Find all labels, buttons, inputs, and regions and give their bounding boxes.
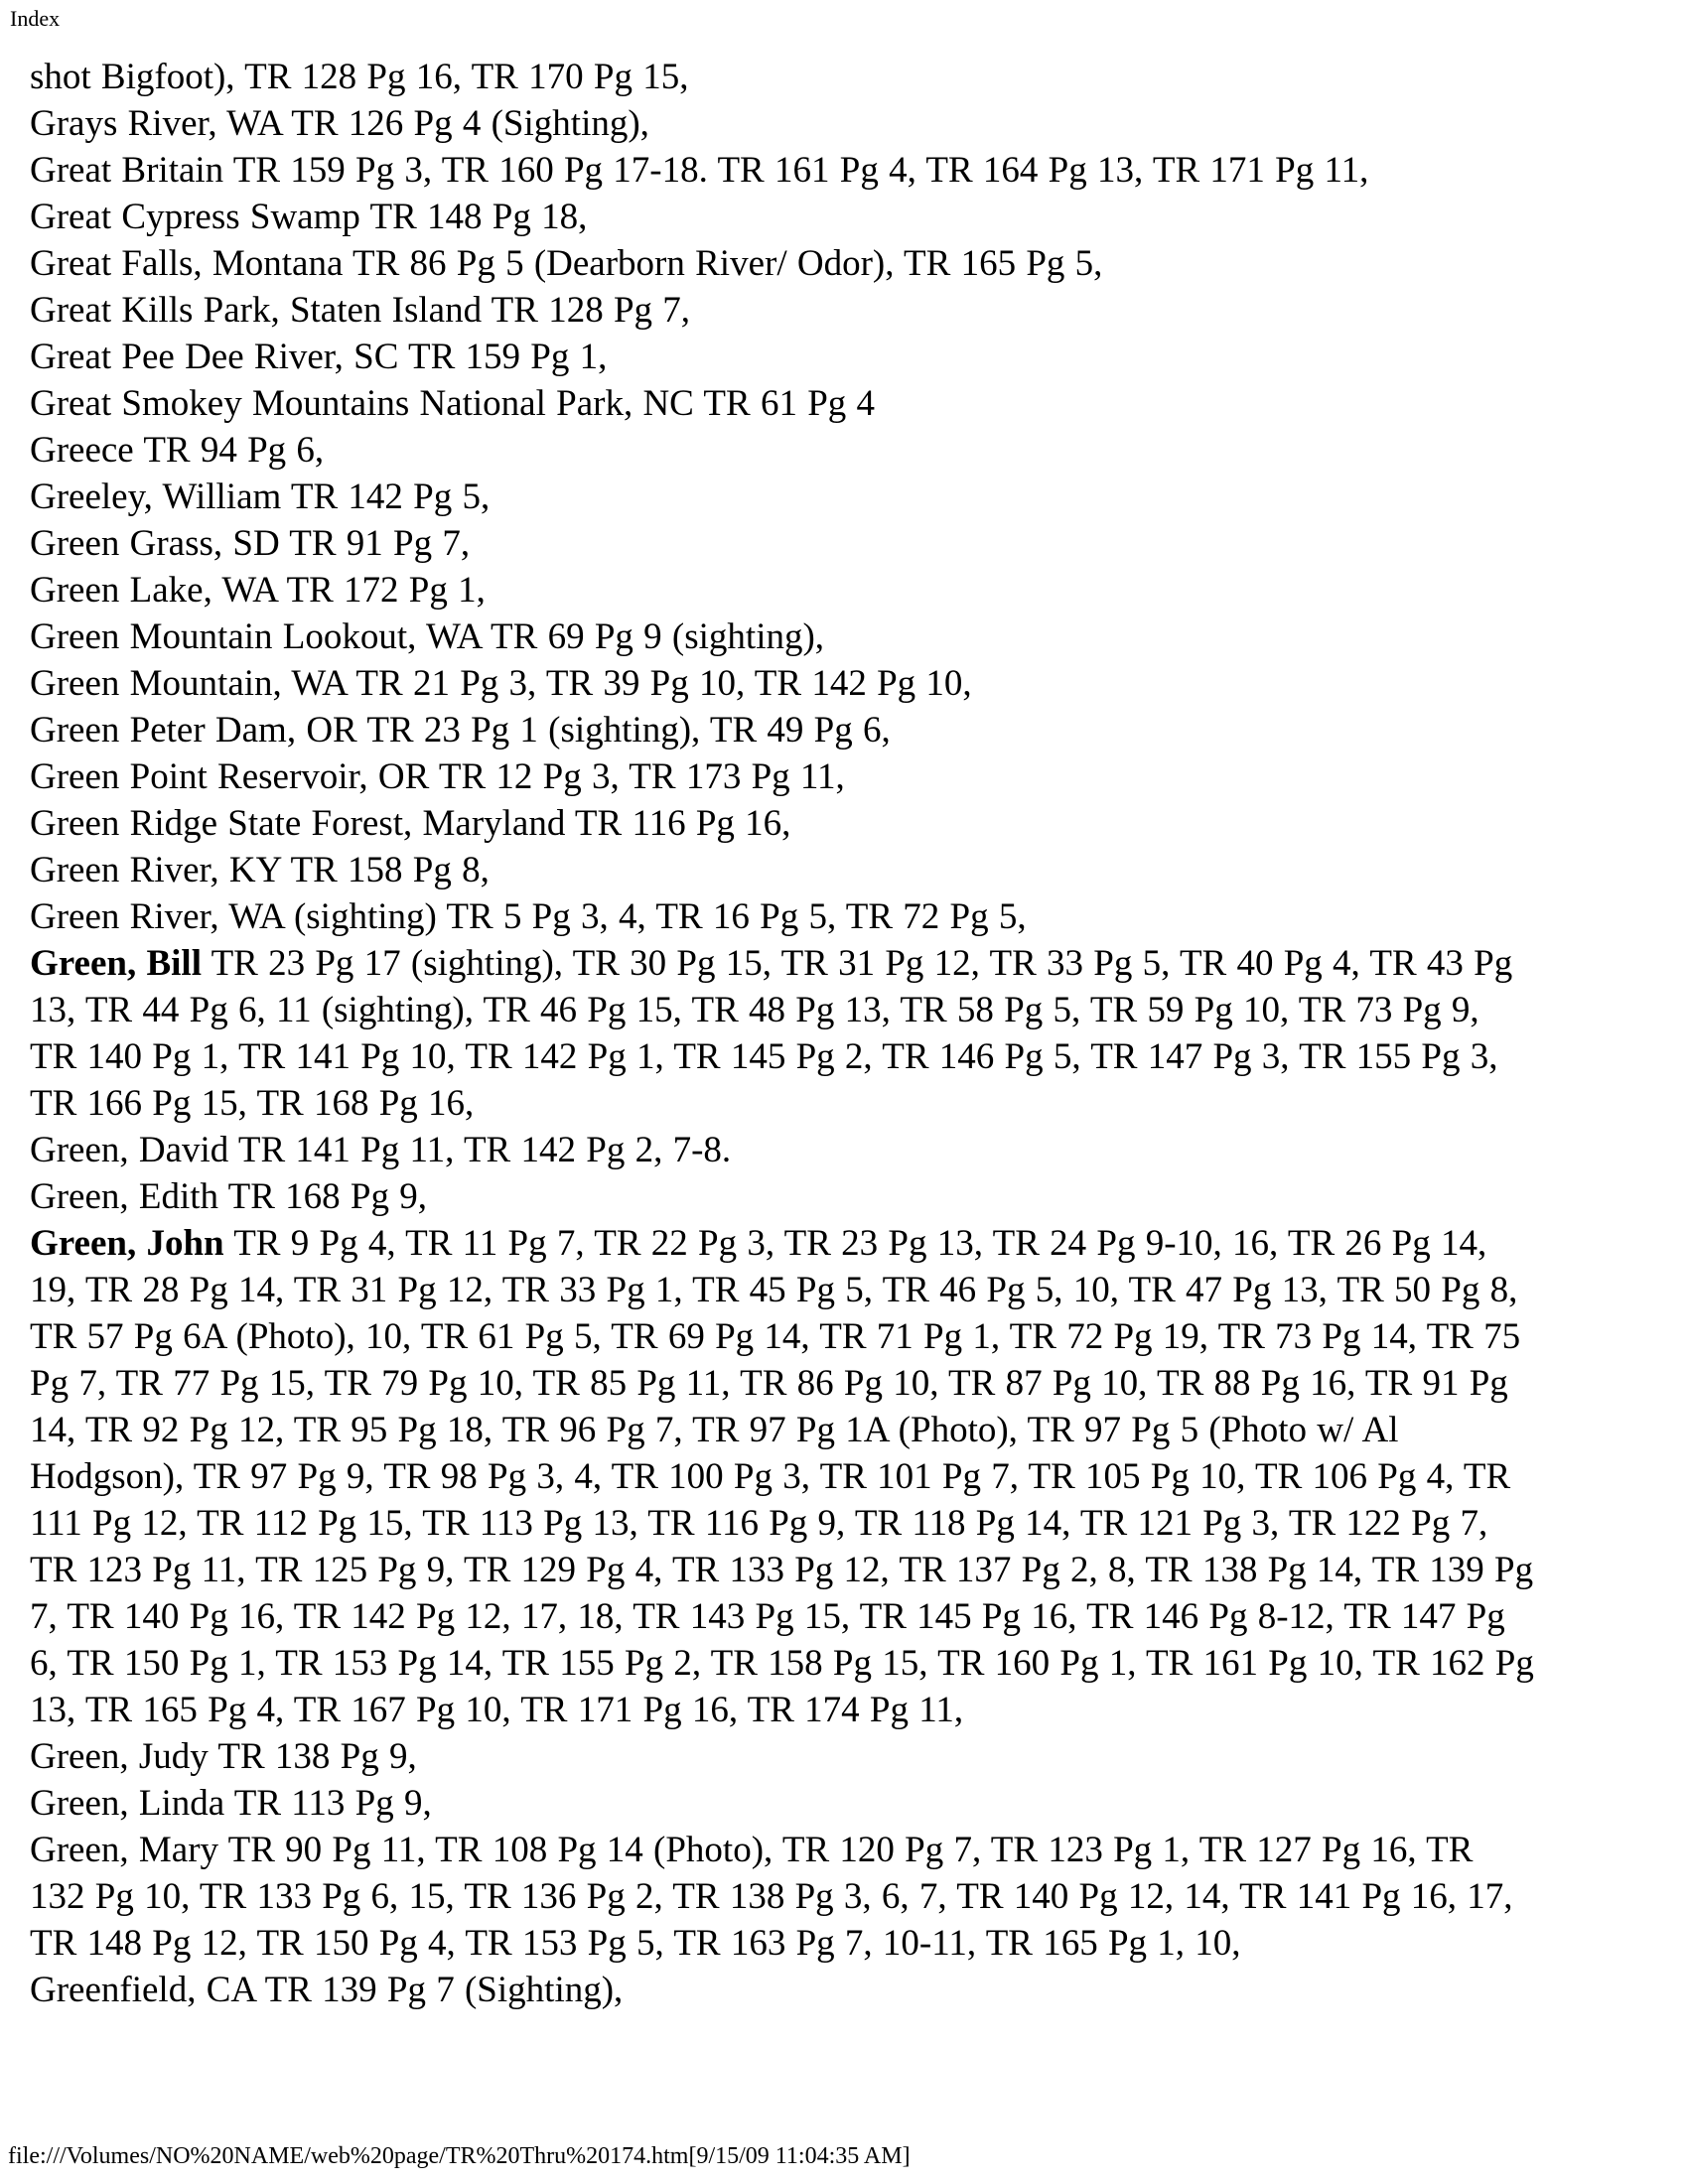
- entry-text: TR 23 Pg 17 (sighting), TR 30 Pg 15, TR 31 Pg 12, TR 33 Pg 5, TR 40 Pg 4, TR 43 Pg 13, TR 44 Pg 6, 11 (sighting), TR 46 Pg 15, TR 48 Pg 13, TR 58 Pg 5, TR 59 Pg 10, TR 73 Pg 9, TR 140 Pg 1, TR 141 Pg 10, TR 142 Pg 1, TR 145 Pg 2, TR 146 Pg 5, TR 147 Pg 3, TR 155 Pg 3, TR 166 Pg 15, TR 168 Pg 16,: [30, 943, 1513, 1124]
- index-entry: [30, 847, 1534, 893]
- index-entry: [30, 660, 1534, 707]
- index-entry: [30, 1780, 1534, 1827]
- entry-text: Greece TR 94 Pg 6,: [30, 430, 325, 471]
- index-entry: [30, 614, 1534, 660]
- entry-text: Great Cypress Swamp TR 148 Pg 18,: [30, 197, 588, 237]
- index-entry: [30, 54, 1534, 100]
- entry-text: Green, Edith TR 168 Pg 9,: [30, 1176, 427, 1217]
- index-entry: [30, 427, 1534, 474]
- index-entry: [30, 1827, 1534, 1967]
- entry-text: Great Smokey Mountains National Park, NC TR 61 Pg 4: [30, 383, 876, 424]
- entry-text: Great Falls, Montana TR 86 Pg 5 (Dearborn River/ Odor), TR 165 Pg 5,: [30, 243, 1103, 284]
- entry-name-bold: Green, John: [30, 1223, 224, 1264]
- index-entry: [30, 1733, 1534, 1780]
- index-entry: [30, 474, 1534, 520]
- index-entry: [30, 800, 1534, 847]
- entry-text: Green, David TR 141 Pg 11, TR 142 Pg 2, 7-8.: [30, 1130, 732, 1170]
- page-header-title: Index: [10, 6, 61, 31]
- entry-text: shot Bigfoot), TR 128 Pg 16, TR 170 Pg 15,: [30, 57, 689, 97]
- entry-text: Green Lake, WA TR 172 Pg 1,: [30, 570, 486, 611]
- index-entry: [30, 940, 1534, 1127]
- entry-text: Great Pee Dee River, SC TR 159 Pg 1,: [30, 337, 608, 377]
- index-entry: [30, 707, 1534, 753]
- entry-text: TR 9 Pg 4, TR 11 Pg 7, TR 22 Pg 3, TR 23 Pg 13, TR 24 Pg 9-10, 16, TR 26 Pg 14, 19, TR 28 Pg 14, TR 31 Pg 12, TR 33 Pg 1, TR 45 Pg 5, TR 46 Pg 5, 10, TR 47 Pg 13, TR 50 Pg 8, TR 57 Pg 6A (Photo), 10, TR 61 Pg 5, TR 69 Pg 14, TR 71 Pg 1, TR 72 Pg 19, TR 73 Pg 14, TR 75 Pg 7, TR 77 Pg 15, TR 79 Pg 10, TR 85 Pg 11, TR 86 Pg 10, TR 87 Pg 10, TR 88 Pg 16, TR 91 Pg 14, TR 92 Pg 12, TR 95 Pg 18, TR 96 Pg 7, TR 97 Pg 1A (Photo), TR 97 Pg 5 (Photo w/ Al Hodgson), TR 97 Pg 9, TR 98 Pg 3, 4, TR 100 Pg 3, TR 101 Pg 7, TR 105 Pg 10, TR 106 Pg 4, TR 111 Pg 12, TR 112 Pg 15, TR 113 Pg 13, TR 116 Pg 9, TR 118 Pg 14, TR 121 Pg 3, TR 122 Pg 7, TR 123 Pg 11, TR 125 Pg 9, TR 129 Pg 4, TR 133 Pg 12, TR 137 Pg 2, 8, TR 138 Pg 14, TR 139 Pg 7, TR 140 Pg 16, TR 142 Pg 12, 17, 18, TR 143 Pg 15, TR 145 Pg 16, TR 146 Pg 8-12, TR 147 Pg 6, TR 150 Pg 1, TR 153 Pg 14, TR 155 Pg 2, TR 158 Pg 15, TR 160 Pg 1, TR 161 Pg 10, TR 162 Pg 13, TR 165 Pg 4, TR 167 Pg 10, TR 171 Pg 16, TR 174 Pg 11,: [30, 1223, 1534, 1730]
- index-entry: [30, 334, 1534, 380]
- index-entry: [30, 1127, 1534, 1173]
- entry-text: Greeley, William TR 142 Pg 5,: [30, 477, 491, 517]
- entry-text: Green Mountain, WA TR 21 Pg 3, TR 39 Pg 10, TR 142 Pg 10,: [30, 663, 972, 704]
- entry-text: Green, Mary TR 90 Pg 11, TR 108 Pg 14 (Photo), TR 120 Pg 7, TR 123 Pg 1, TR 127 Pg 16, TR 132 Pg 10, TR 133 Pg 6, 15, TR 136 Pg 2, TR 138 Pg 3, 6, 7, TR 140 Pg 12, 14, TR 141 Pg 16, 17, TR 148 Pg 12, TR 150 Pg 4, TR 153 Pg 5, TR 163 Pg 7, 10-11, TR 165 Pg 1, 10,: [30, 1830, 1513, 1964]
- entry-name-bold: Green, Bill: [30, 943, 202, 984]
- entry-text: Green Grass, SD TR 91 Pg 7,: [30, 523, 471, 564]
- index-entry: [30, 287, 1534, 334]
- file-url-footer: file:///Volumes/NO%20NAME/web%20page/TR%20Thru%20174.htm[9/15/09 11:04:35 AM]: [8, 2143, 911, 2169]
- entry-text: Greenfield, CA TR 139 Pg 7 (Sighting),: [30, 1970, 624, 2010]
- index-entry: [30, 1220, 1534, 1733]
- index-entry: [30, 893, 1534, 940]
- entry-text: Green Ridge State Forest, Maryland TR 116 Pg 16,: [30, 803, 791, 844]
- entry-text: Green River, WA (sighting) TR 5 Pg 3, 4, TR 16 Pg 5, TR 72 Pg 5,: [30, 896, 1027, 937]
- index-entry: [30, 567, 1534, 614]
- index-entry: [30, 380, 1534, 427]
- index-entry: [30, 194, 1534, 240]
- index-entry: [30, 520, 1534, 567]
- entry-text: Grays River, WA TR 126 Pg 4 (Sighting),: [30, 103, 649, 144]
- index-entry: [30, 147, 1534, 194]
- entry-text: Green, Judy TR 138 Pg 9,: [30, 1736, 417, 1777]
- index-entry: [30, 1173, 1534, 1220]
- entry-text: Green Peter Dam, OR TR 23 Pg 1 (sighting), TR 49 Pg 6,: [30, 710, 891, 751]
- entry-text: Green Point Reservoir, OR TR 12 Pg 3, TR 173 Pg 11,: [30, 756, 845, 797]
- entry-text: Green Mountain Lookout, WA TR 69 Pg 9 (sighting),: [30, 616, 825, 657]
- index-entry: [30, 100, 1534, 147]
- index-entry: [30, 753, 1534, 800]
- entry-text: Green River, KY TR 158 Pg 8,: [30, 850, 490, 890]
- index-entry: [30, 1967, 1534, 2013]
- entry-text: Great Kills Park, Staten Island TR 128 Pg 7,: [30, 290, 691, 331]
- entry-text: Green, Linda TR 113 Pg 9,: [30, 1783, 432, 1824]
- index-list: [30, 54, 1534, 2013]
- entry-text: Great Britain TR 159 Pg 3, TR 160 Pg 17-18. TR 161 Pg 4, TR 164 Pg 13, TR 171 Pg 11,: [30, 150, 1369, 191]
- index-entry: [30, 240, 1534, 287]
